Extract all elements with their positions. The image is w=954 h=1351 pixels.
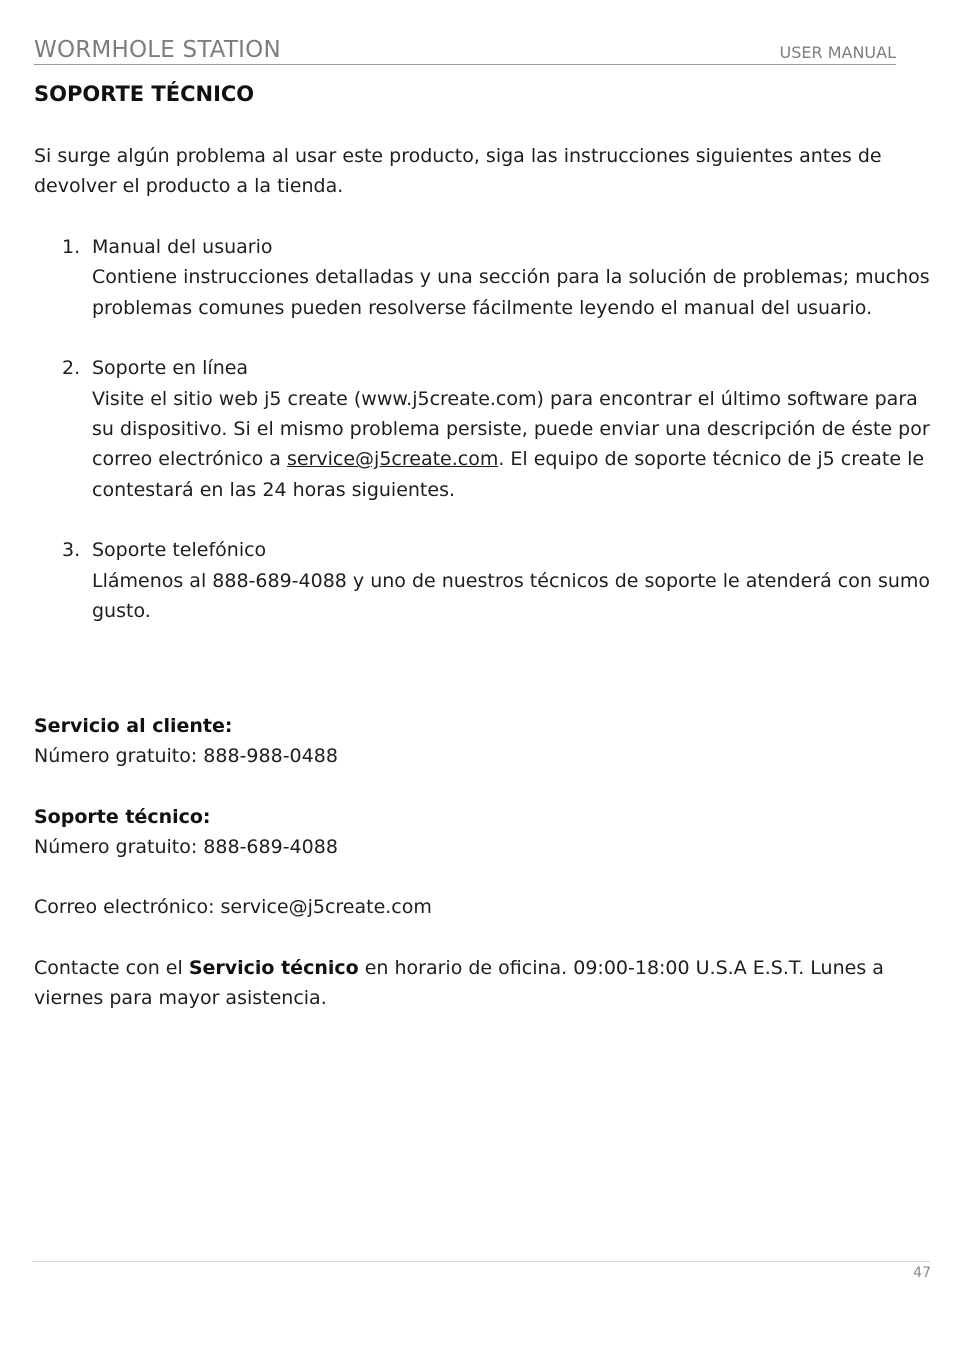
page-header bbox=[34, 36, 896, 65]
item-text-continued: . El equipo de soporte técnico de j5 create le contestará en las 24 horas siguientes. bbox=[92, 448, 925, 501]
item-number: 3. bbox=[62, 539, 81, 562]
item-number: 2. bbox=[62, 357, 81, 380]
tech-support-number: Número gratuito: 888-689-4088 bbox=[34, 836, 338, 859]
item-title: Soporte en línea bbox=[92, 357, 249, 380]
list-item bbox=[34, 353, 934, 505]
intro-paragraph: Si surge algún problema al usar este producto, siga las instrucciones siguientes antes de devolver el producto a la tienda. bbox=[34, 145, 882, 198]
item-text: Visite el sitio web j5 create (www.j5create.com) para encontrar el último software para su dispositivo. Si el mismo problema persiste, puede enviar una descripción de éste por correo electrónico a bbox=[92, 387, 930, 471]
email-line: Correo electrónico: service@j5create.com bbox=[34, 896, 432, 918]
header-doc-type: USER MANUAL bbox=[779, 43, 896, 62]
support-steps-list bbox=[34, 232, 934, 626]
page-title: SOPORTE TÉCNICO bbox=[34, 82, 255, 106]
item-number: 1. bbox=[62, 236, 81, 258]
list-item bbox=[34, 232, 934, 323]
footer-divider bbox=[32, 1261, 930, 1262]
item-text: Llámenos al 888-689-4088 y uno de nuestros técnicos de soporte le atenderá con sumo gusto. bbox=[92, 569, 931, 623]
item-text: Contiene instrucciones detalladas y una sección para la solución de problemas; muchos problemas comunes pueden resolverse fácilmente leyendo el manual del usuario. bbox=[92, 266, 930, 319]
tech-support-label: Soporte técnico: bbox=[34, 806, 211, 828]
support-email-link[interactable]: service@j5create.com bbox=[286, 448, 499, 471]
contact-bold-text: Servicio técnico bbox=[188, 957, 359, 979]
customer-service-label: Servicio al cliente: bbox=[34, 715, 233, 737]
list-item bbox=[34, 535, 934, 626]
item-title: Soporte telefónico bbox=[92, 539, 267, 562]
contact-text-continued: en horario de oficina. 09:00-18:00 U.S.A E.S.T. Lunes a viernes para mayor asistencia. bbox=[34, 957, 884, 1010]
header-product-name: WORMHOLE STATION bbox=[34, 37, 281, 63]
item-title: Manual del usuario bbox=[92, 236, 273, 258]
customer-service-block bbox=[34, 711, 914, 772]
page-number: 47 bbox=[913, 1265, 931, 1281]
tech-support-block bbox=[34, 802, 914, 863]
contact-paragraph bbox=[34, 953, 914, 1014]
customer-service-number: Número gratuito: 888-988-0488 bbox=[34, 745, 338, 768]
contact-text: Contacte con el bbox=[34, 957, 189, 979]
